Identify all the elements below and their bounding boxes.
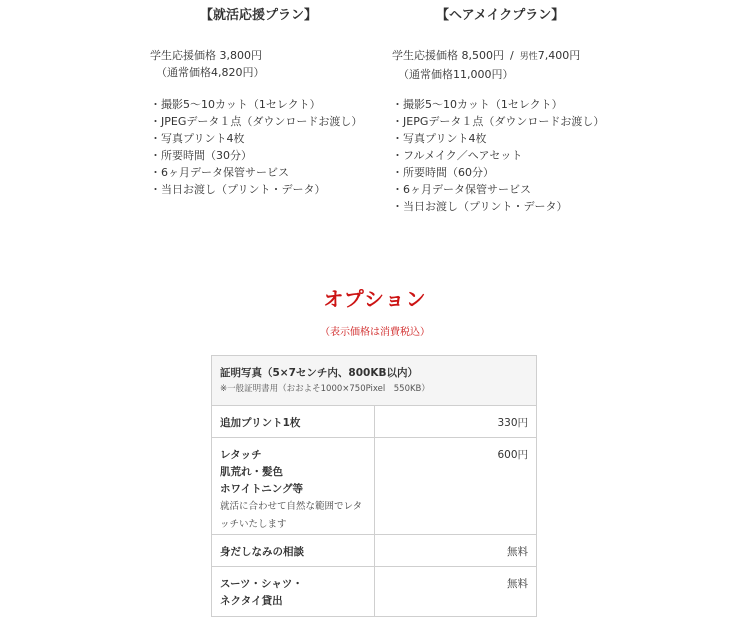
extra-print-label (212, 406, 375, 438)
job-feature-item: ・所要時間（30分） (150, 149, 252, 162)
job-plan-features (150, 96, 362, 198)
job-plan-price (150, 47, 265, 81)
retouch-line: レタッチ (220, 449, 262, 461)
grooming-price-text: 無料 (507, 546, 528, 558)
hair-feature-item: ・撮影5〜10カット（1セレクト） (392, 98, 563, 111)
hair-plan-regular-price: （通常価格11,000円） (398, 68, 514, 81)
hair-plan-features (392, 96, 604, 215)
job-plan-title: 【就活応援プラン】 (200, 8, 318, 23)
id-photo-label: 証明写真（5×7センチ内、800KB以内） (220, 367, 418, 379)
job-feature-item: ・JPEGデータ１点（ダウンロードお渡し） (150, 115, 363, 128)
table-row (212, 406, 537, 438)
job-plan-student-price: 学生応援価格 3,800円 (150, 49, 262, 62)
hair-feature-item: ・JEPGデータ１点（ダウンロードお渡し） (392, 115, 605, 128)
job-feature-item: ・6ヶ月データ保管サービス (150, 166, 289, 179)
options-table (211, 355, 537, 617)
male-label: 男性 (519, 52, 538, 62)
job-plan-regular-price: （通常価格4,820円） (156, 66, 265, 79)
job-feature-item: ・写真プリント4枚 (150, 132, 245, 145)
hair-feature-item: ・写真プリント4枚 (392, 132, 487, 145)
male-price: 7,400円 (537, 49, 581, 62)
table-row (212, 535, 537, 567)
job-feature-item: ・撮影5〜10カット（1セレクト） (150, 98, 321, 111)
hair-feature-item: ・6ヶ月データ保管サービス (392, 183, 531, 196)
price-separator: / (510, 49, 514, 62)
suit-rental-price-text: 無料 (507, 578, 528, 590)
hair-feature-item: ・当日お渡し（プリント・データ） (392, 200, 568, 213)
hair-plan-student-price: 学生応援価格 8,500円 (392, 49, 504, 62)
hair-feature-item: ・所要時間（60分） (392, 166, 494, 179)
extra-print-price-text: 330円 (497, 417, 528, 429)
table-row (212, 438, 537, 535)
grooming-price (374, 535, 537, 567)
id-photo-cell (212, 356, 537, 406)
hair-plan-title: 【ヘアメイクプラン】 (436, 8, 565, 23)
retouch-line: 肌荒れ・髪色 (220, 466, 283, 478)
options-title: オプション (323, 287, 427, 311)
retouch-price-text: 600円 (497, 449, 528, 461)
id-photo-note: ※一般証明書用（おおよそ1000×750Pixel 550KB） (220, 384, 430, 394)
job-feature-item: ・当日お渡し（プリント・データ） (150, 183, 326, 196)
hair-plan-price (392, 47, 580, 83)
extra-print-price (374, 406, 537, 438)
retouch-line: ホワイトニング等 (220, 483, 304, 495)
hair-feature-item: ・フルメイク／ヘアセット (392, 149, 523, 162)
suit-rental-label (212, 567, 375, 617)
options-tax-note: （表示価格は消費税込） (320, 327, 430, 338)
retouch-label (212, 438, 375, 535)
retouch-price (374, 438, 537, 535)
table-row (212, 356, 537, 406)
suit-rental-line: スーツ・シャツ・ (220, 578, 303, 590)
grooming-label (212, 535, 375, 567)
suit-rental-line: ネクタイ貸出 (220, 595, 283, 607)
hair-plan-price-line (392, 47, 580, 66)
retouch-description: 就活に合わせて自然な範囲でレタッチいたします (220, 501, 363, 530)
table-row (212, 567, 537, 617)
grooming-text: 身だしなみの相談 (220, 546, 304, 558)
suit-rental-price (374, 567, 537, 617)
extra-print-text: 追加プリント1枚 (220, 417, 301, 429)
